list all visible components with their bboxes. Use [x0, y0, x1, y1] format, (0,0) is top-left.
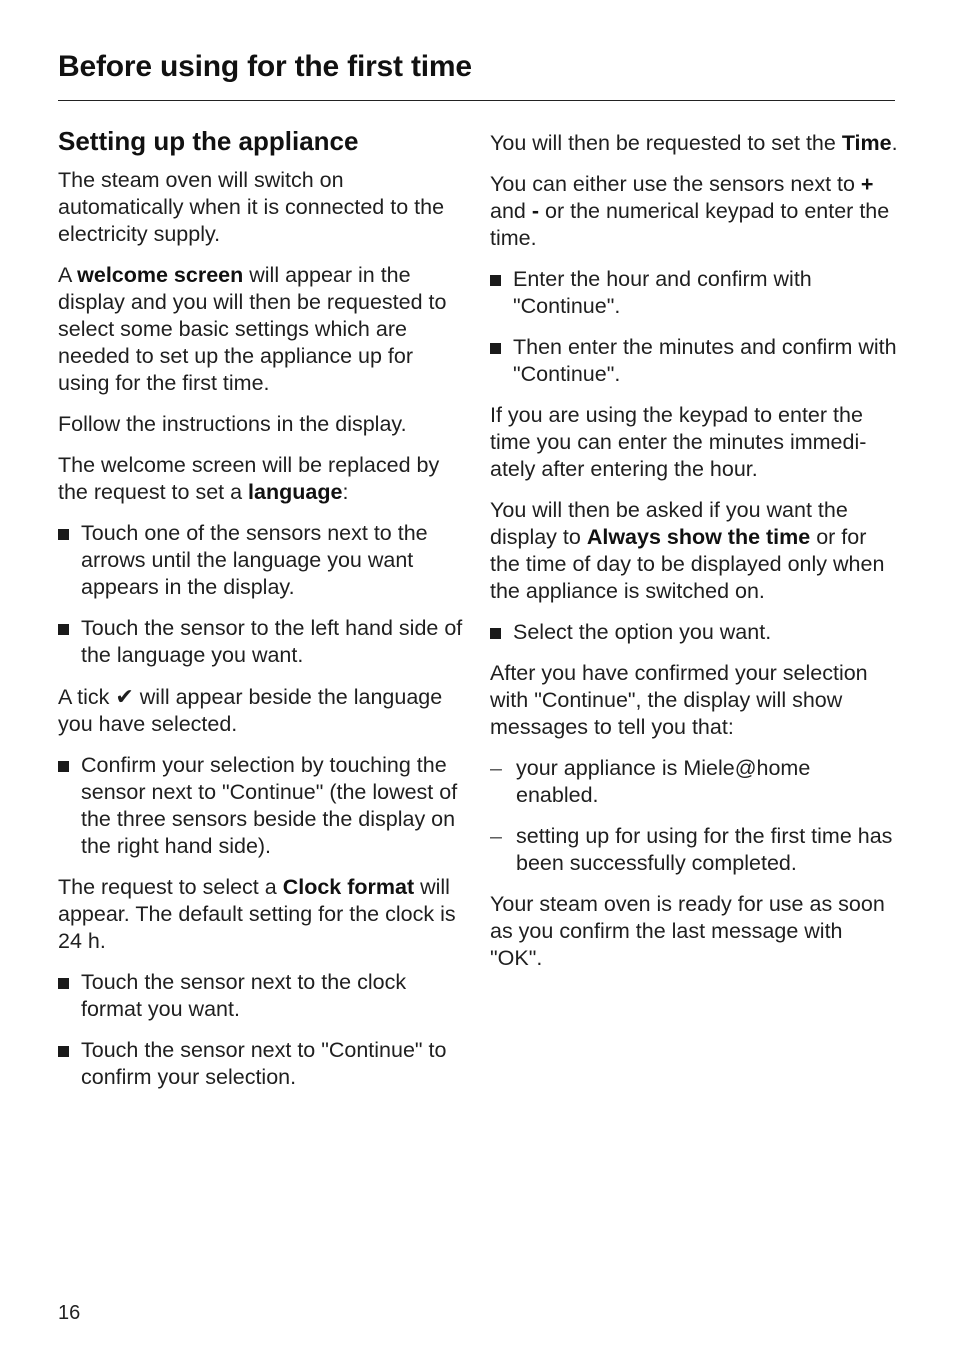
- language-request-paragraph: The welcome screen will be replaced by the request to set a language:: [58, 453, 440, 504]
- page-title: Before using for the first time: [58, 50, 472, 83]
- intro-paragraph: The steam oven will switch on automatically when it is connected to the electricity supply.: [58, 168, 445, 246]
- ready-paragraph: Your steam oven is ready for use as soon as you confirm the last message with "OK".: [490, 892, 885, 970]
- bullet-square-icon: [58, 761, 69, 772]
- bullet-square-icon: [490, 343, 501, 354]
- minus-symbol: -: [531, 199, 540, 223]
- display-time-paragraph: You will then be asked if you want the display to Always show the time or for the time of day to be displayed only when the appliance is switched on.: [490, 498, 885, 603]
- list-item: Touch the sensor next to the clock format you want.: [58, 969, 466, 1023]
- always-show-time-term: Always show the time: [586, 525, 811, 549]
- confirmation-paragraph: After you have confirmed your selection with "Continue", the display will show messages to tell you that:: [490, 661, 868, 739]
- clock-format-paragraph: The request to select a Clock format will appear. The default setting for the clock is 24 h.: [58, 875, 456, 953]
- dash-icon: –: [490, 756, 502, 780]
- language-term: language: [248, 480, 343, 504]
- dash-list-item: – setting up for using for the first time has been successfully completed.: [490, 824, 893, 875]
- bullet-square-icon: [490, 628, 501, 639]
- keypad-paragraph: If you are using the keypad to enter the time you can enter the minutes immedi-ately after entering the hour.: [490, 403, 867, 481]
- left-column: [58, 125, 466, 1105]
- list-item: Then enter the minutes and confirm with "Continue".: [490, 334, 898, 388]
- section-heading: Setting up the appliance: [58, 126, 359, 156]
- list-item: Confirm your selection by touching the sensor next to "Continue" (the lowest of the three sensors beside the display on the right hand side).: [58, 752, 466, 860]
- right-column: [490, 125, 898, 986]
- welcome-screen-term: welcome screen: [77, 263, 244, 287]
- time-request-paragraph: You will then be requested to set the Time.: [490, 131, 898, 155]
- bullet-square-icon: [58, 529, 69, 540]
- list-item: Touch the sensor to the left hand side of the language you want.: [58, 615, 466, 669]
- dash-list-item: – your appliance is Miele@home enabled.: [490, 756, 811, 807]
- list-item: Select the option you want.: [490, 619, 898, 646]
- sensors-paragraph: You can either use the sensors next to + and - or the numerical keypad to enter the time.: [490, 172, 890, 250]
- list-item: Touch the sensor next to "Continue" to confirm your selection.: [58, 1037, 466, 1091]
- checkmark-icon: ✔: [115, 684, 134, 709]
- welcome-screen-paragraph: A welcome screen will appear in the display and you will then be requested to select some basic settings which are needed to set up the appliance up for using for the first time.: [58, 263, 447, 395]
- page-number: 16: [58, 1302, 81, 1324]
- clock-format-term: Clock format: [282, 875, 415, 899]
- bullet-square-icon: [490, 275, 501, 286]
- title-divider: [58, 100, 895, 101]
- list-item: Touch one of the sensors next to the arrows until the language you want appears in the display.: [58, 520, 466, 601]
- tick-paragraph: A tick ✔ will appear beside the language you have selected.: [58, 684, 443, 736]
- dash-icon: –: [490, 824, 502, 848]
- bullet-square-icon: [58, 1046, 69, 1057]
- bullet-square-icon: [58, 624, 69, 635]
- time-term: Time: [841, 131, 892, 155]
- follow-instructions-paragraph: Follow the instructions in the display.: [58, 412, 407, 436]
- plus-symbol: +: [860, 172, 874, 196]
- list-item: Enter the hour and confirm with "Continue".: [490, 266, 898, 320]
- bullet-square-icon: [58, 978, 69, 989]
